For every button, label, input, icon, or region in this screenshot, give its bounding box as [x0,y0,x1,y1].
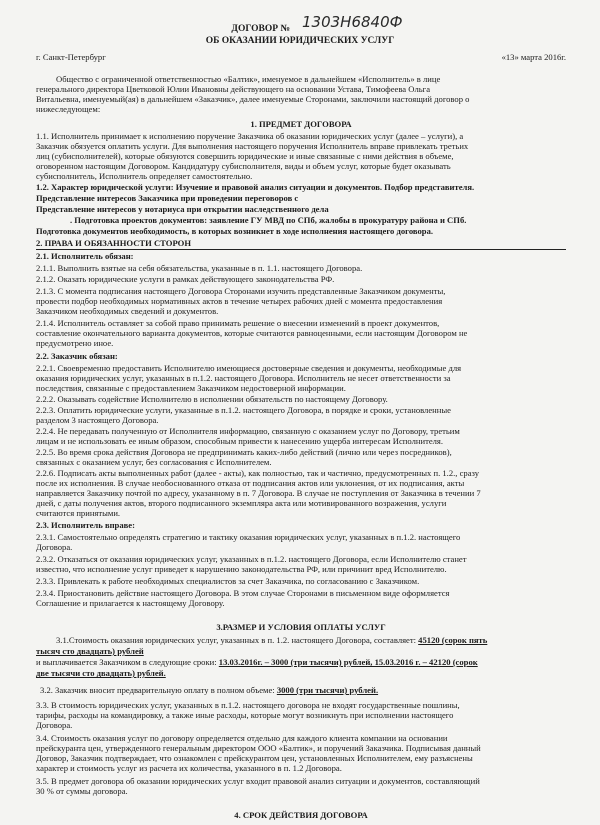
section-2-line: оказания юридических услуг, указанных в п.1.2. настоящего Договора. Исполнитель не несет ответственности за [36,373,451,383]
section-2-line: провести подбор необходимых нормативных актов в течение четырех рабочих дней с момента предоставления [36,296,443,306]
section-2-line: лицам и не использовать ее иным образом, способным привести к нанесению ущерба интересам Исполнителя. [36,436,444,446]
prepayment-line [40,685,566,695]
payment-cost-amount: 45120 (сорок пять [418,635,488,645]
section-2-line: связанных с оказанием услуг, без согласования с Исполнителем. [36,457,272,467]
section-2-rule [36,249,566,250]
prepayment-text: 3.2. Заказчик вносит предварительную оплату в полном объеме: [40,685,275,695]
section-3-heading: 3.РАЗМЕР И УСЛОВИЯ ОПЛАТЫ УСЛУГ [216,622,386,632]
section-3-line: 3.3. В стоимость юридических услуг, указанных в п.1.2. настоящего договора не входят государственные пошлины, [36,700,460,710]
section-2-line: 2.3.4. Приостановить действие настоящего Договора. В этом случае Сторонами в письменном виде оформляется [36,588,450,598]
section-1-line: Заказчик обязуется оплатить услуги. Для выполнения настоящего поручения Исполнитель вправе привлекать третьих [36,141,469,151]
section-1-line: 1.1. Исполнитель принимает к исполнению поручение Заказчика об оказании юридических услуг (далее – услуги), а [36,131,464,141]
section-2-line: Договора. [36,542,73,552]
section-1-line: оговоренном настоящим Договором. Кандидатуру субисполнителя, виды и объем услуг, которые будет оказывать [36,161,451,171]
section-3-line: Договора. [36,720,73,730]
section-2-line: 2.2.2. Оказывать содействие Исполнителю в исполнении обязательств по настоящему Договору. [36,394,388,404]
contract-subtitle: ОБ ОКАЗАНИИ ЮРИДИЧЕСКИХ УСЛУГ [205,36,395,46]
contract-city: г. Санкт-Петербург [36,52,106,62]
payment-cost-text: 3.1.Стоимость оказания юридических услуг, указанных в п. 1.2. настоящего Договора, составляет: [56,635,417,645]
contract-date: «13» марта 2016г. [501,52,566,62]
handwritten-contract-number [300,12,412,32]
section-2-line: считаются принятыми. [36,508,121,518]
service-line: Подготовка документов необходимость, в которых возникнет в ходе исполнения настоящего договора. [36,226,434,236]
prepayment-amount: 3000 (три тысячи) рублей. [276,685,379,695]
section-2-line: Соглашение и прилагается к настоящему Договору. [36,598,225,608]
section-2-line: известно, что исполнение услуг приведет к нарушению законодательства РФ, или причинит вред Исполнителю. [36,564,447,574]
section-3-line: прейскуранта цен, утвержденного генеральным директором ООО «Балтик», и поручений Заказчика. Подписывая данный [36,743,481,753]
payment-schedule-line [36,657,566,667]
section-2-line: 2.1.3. С момента подписания настоящего Договора Сторонами изучить представленные Заказчиком документы, [36,286,446,296]
section-2-line: 2.1.2. Оказать юридические услуги в рамках действующего законодательства РФ. [36,274,335,284]
section-1-heading: 1. ПРЕДМЕТ ДОГОВОРА [250,119,352,129]
section-2-line: предусмотрено иное. [36,338,114,348]
subsection-2-2-heading: 2.2. Заказчик обязан: [36,351,118,361]
intro-line: Витальевна, именуемый(ая) в дальнейшем «Заказчик», далее именуемые Сторонами, заключили настоящий договор о [36,94,470,104]
subsection-2-1-heading: 2.1. Исполнитель обязан: [36,251,134,261]
payment-cost-line [56,635,566,645]
payment-schedule-dates: 13.03.2016г. – 3000 (три тысячи) рублей, 15.03.2016 г. – 42120 (сорок [218,657,478,667]
payment-schedule-text: и выплачивается Заказчиком в следующие сроки: [36,657,217,667]
section-2-line: 2.1.4. Исполнитель оставляет за собой право принимать решение о внесении изменений в проект документов, [36,318,440,328]
section-2-line: последствия, связанные с предоставлением Заказчиком недостоверной информации. [36,383,346,393]
section-2-line: составление окончательного варианта документов, которые считаются равноценными, если настоящим Договором не [36,328,468,338]
section-3-line: характер и стоимость услуг из расчета их количества, указанного в п. 1.2 Договора. [36,763,342,773]
section-2-line: дней, с даты получения актов, второго подписанного экземпляра акта или мотивированного возражения, услуги [36,498,447,508]
section-1-line: субисполнитель, Исполнитель определяет самостоятельно. [36,171,253,181]
section-3-line: тарифы, расходы на командировку, а также иные расходы, которые могут возникнуть при исполнении настоящего [36,710,454,720]
service-type: 1.2. Характер юридической услуги: Изучение и правовой анализ ситуации и документов. Подбор представителя. [36,182,475,192]
section-2-line: 2.2.3. Оплатить юридические услуги, указанные в п.1.2. настоящего Договора, в порядке и сроки, установленные [36,405,451,415]
service-line: Представление интересов у нотариуса при открытии наследственного дела [36,204,329,214]
section-2-line: 2.2.6. Подписать акты выполненных работ (далее - акты), как полностью, так и частично, предусмотренных п. 1.2., сразу [36,468,480,478]
section-2-line: 2.2.4. Не передавать полученную от Исполнителя информацию, связанную с оказанием услуг по Договору, третьим [36,426,460,436]
intro-line: генерального директора Цветковой Юлии Ивановны действующего на основании Устава, Тимофеева Ольга [36,84,431,94]
section-1-line: лиц (субисполнителей), которые обязуются совершить юридические и иные связанные с ними действия в объеме, [36,151,454,161]
intro-line: нижеследующем: [36,104,101,114]
section-3-line: 3.4. Стоимость оказания услуг по договору определяется отдельно для каждого клиента компании на основании [36,733,448,743]
section-2-line: 2.3.3. Привлекать к работе необходимых специалистов за счет Заказчика, по согласованию с Заказчиком. [36,576,420,586]
section-2-line: направляется Заказчику почтой по адресу, указанному в п. 7 Договора. В случае не поступления от Заказчика в течении 7 [36,488,481,498]
section-3-line: 30 % от суммы договора. [36,786,128,796]
section-2-line: 2.3.1. Самостоятельно определять стратегию и тактику оказания юридических услуг, указанных в п.1.2. настоящего [36,532,461,542]
section-4-heading: 4. СРОК ДЕЙСТВИЯ ДОГОВОРА [234,810,368,820]
intro-line: Общество с ограниченной ответственностью «Балтик», именуемое в дальнейшем «Исполнитель» в лице [56,74,441,84]
section-2-line: 2.2.5. Во время срока действия Договора не предпринимать каких-либо действий (лично или через посредников), [36,447,452,457]
section-2-line: Заказчиком необходимых сведений и документов. [36,306,219,316]
service-line: Представление интересов Заказчика при проведении переговоров с [36,193,299,203]
payment-cost-amount-cont: тысяч сто двадцать) рублей [36,646,144,656]
section-2-line: 2.1.1. Выполнить взятые на себя обязательства, указанные в п. 1.1. настоящего Договора. [36,263,363,273]
section-2-line: после их исполнения. В случае необоснованного отказа от подписания актов или уклонения, от их подписания, акты [36,478,465,488]
subsection-2-3-heading: 2.3. Исполнитель вправе: [36,520,135,530]
svg-text:1303Н6840Ф: 1303Н6840Ф [302,13,403,31]
section-3-line: 3.5. В предмет договора об оказании юридических услуг входит правовой анализ ситуации и документов, составляющий [36,776,480,786]
contract-title: ДОГОВОР № [231,24,290,34]
section-2-line: 2.3.2. Отказаться от оказания юридических услуг, указанных в п.1.2. настоящего Договора, если Исполнителю станет [36,554,467,564]
payment-schedule-cont: две тысячи сто двадцать) рублей. [36,668,166,678]
section-2-line: разделом 3 настоящего Договора. [36,415,159,425]
section-2-heading: 2. ПРАВА И ОБЯЗАННОСТИ СТОРОН [36,238,192,248]
section-2-line: 2.2.1. Своевременно предоставить Исполнителю имеющиеся достоверные сведения и документы, необходимые для [36,363,462,373]
section-3-line: Договор, Заказчик подтверждает, что ознакомлен с прейскурантом цен, установленных Исполнителем, ему разъяснены [36,753,473,763]
service-line: . Подготовка проектов документов: заявление ГУ МВД по СПб, жалобы в прокуратуру района и СПб. [70,215,467,225]
